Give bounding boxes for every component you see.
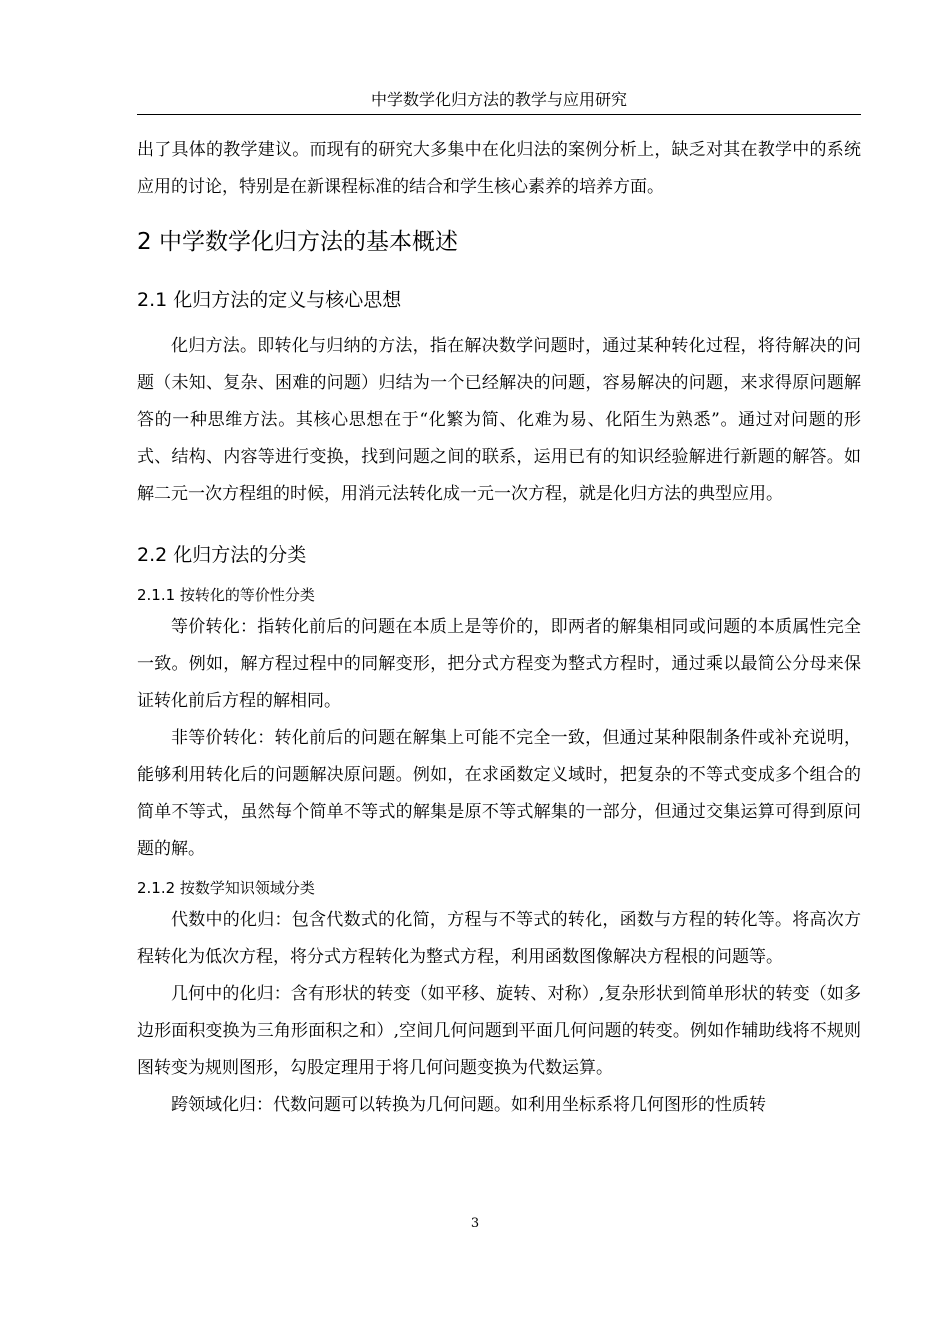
section-2-heading: 2 中学数学化归方法的基本概述 bbox=[137, 229, 458, 255]
page-body bbox=[137, 132, 861, 1124]
geometry-paragraph: 几何中的化归：含有形状的转变（如平移、旋转、对称）,复杂形状到简单形状的转变（如多边形面积变换为三角形面积之和）,空间几何问题到平面几何问题的转变。例如作辅助线将不规则图转变为规则图形，勾股定理用于将几何问题变换为代数运算。 bbox=[137, 984, 861, 1078]
header-rule bbox=[137, 114, 861, 115]
running-header: 中学数学化归方法的教学与应用研究 bbox=[370, 90, 627, 109]
section-2-1-heading: 2.1 化归方法的定义与核心思想 bbox=[137, 289, 402, 311]
section-2-1-1-heading: 2.1.1 按转化的等价性分类 bbox=[137, 586, 315, 604]
section-2-2-heading: 2.2 化归方法的分类 bbox=[137, 544, 307, 566]
algebra-paragraph: 代数中的化归：包含代数式的化简，方程与不等式的转化，函数与方程的转化等。将高次方程转化为低次方程，将分式方程转化为整式方程，利用函数图像解决方程根的问题等。 bbox=[137, 910, 861, 967]
intro-paragraph: 出了具体的教学建议。而现有的研究大多集中在化归法的案例分析上，缺乏对其在教学中的系统应用的讨论，特别是在新课程标准的结合和学生核心素养的培养方面。 bbox=[137, 140, 861, 197]
cross-domain-paragraph: 跨领域化归：代数问题可以转换为几何问题。如利用坐标系将几何图形的性质转 bbox=[171, 1095, 766, 1115]
section-2-1-2-heading: 2.1.2 按数学知识领域分类 bbox=[137, 879, 315, 897]
definition-paragraph: 化归方法。即转化与归纳的方法，指在解决数学问题时，通过某种转化过程，将待解决的问题（未知、复杂、困难的问题）归结为一个已经解决的问题，容易解决的问题，来求得原问题解答的一种思维方法。其核心思想在于“化繁为简、化难为易、化陌生为熟悉”。通过对问题的形式、结构、内容等进行变换，找到问题之间的联系，运用已有的知识经验解进行新题的解答。如解二元一次方程组的时候，用消元法转化成一元一次方程，就是化归方法的典型应用。 bbox=[137, 336, 861, 504]
page-number: 3 bbox=[470, 1216, 480, 1231]
non-equivalent-transform-paragraph: 非等价转化：转化前后的问题在解集上可能不完全一致，但通过某种限制条件或补充说明，能够利用转化后的问题解决原问题。例如，在求函数定义域时，把复杂的不等式变成多个组合的简单不等式，虽然每个简单不等式的解集是原不等式解集的一部分，但通过交集运算可得到原问题的解。 bbox=[137, 728, 861, 859]
equivalent-transform-paragraph: 等价转化：指转化前后的问题在本质上是等价的，即两者的解集相同或问题的本质属性完全一致。例如，解方程过程中的同解变形，把分式方程变为整式方程时，通过乘以最简公分母来保证转化前后方程的解相同。 bbox=[137, 617, 861, 711]
